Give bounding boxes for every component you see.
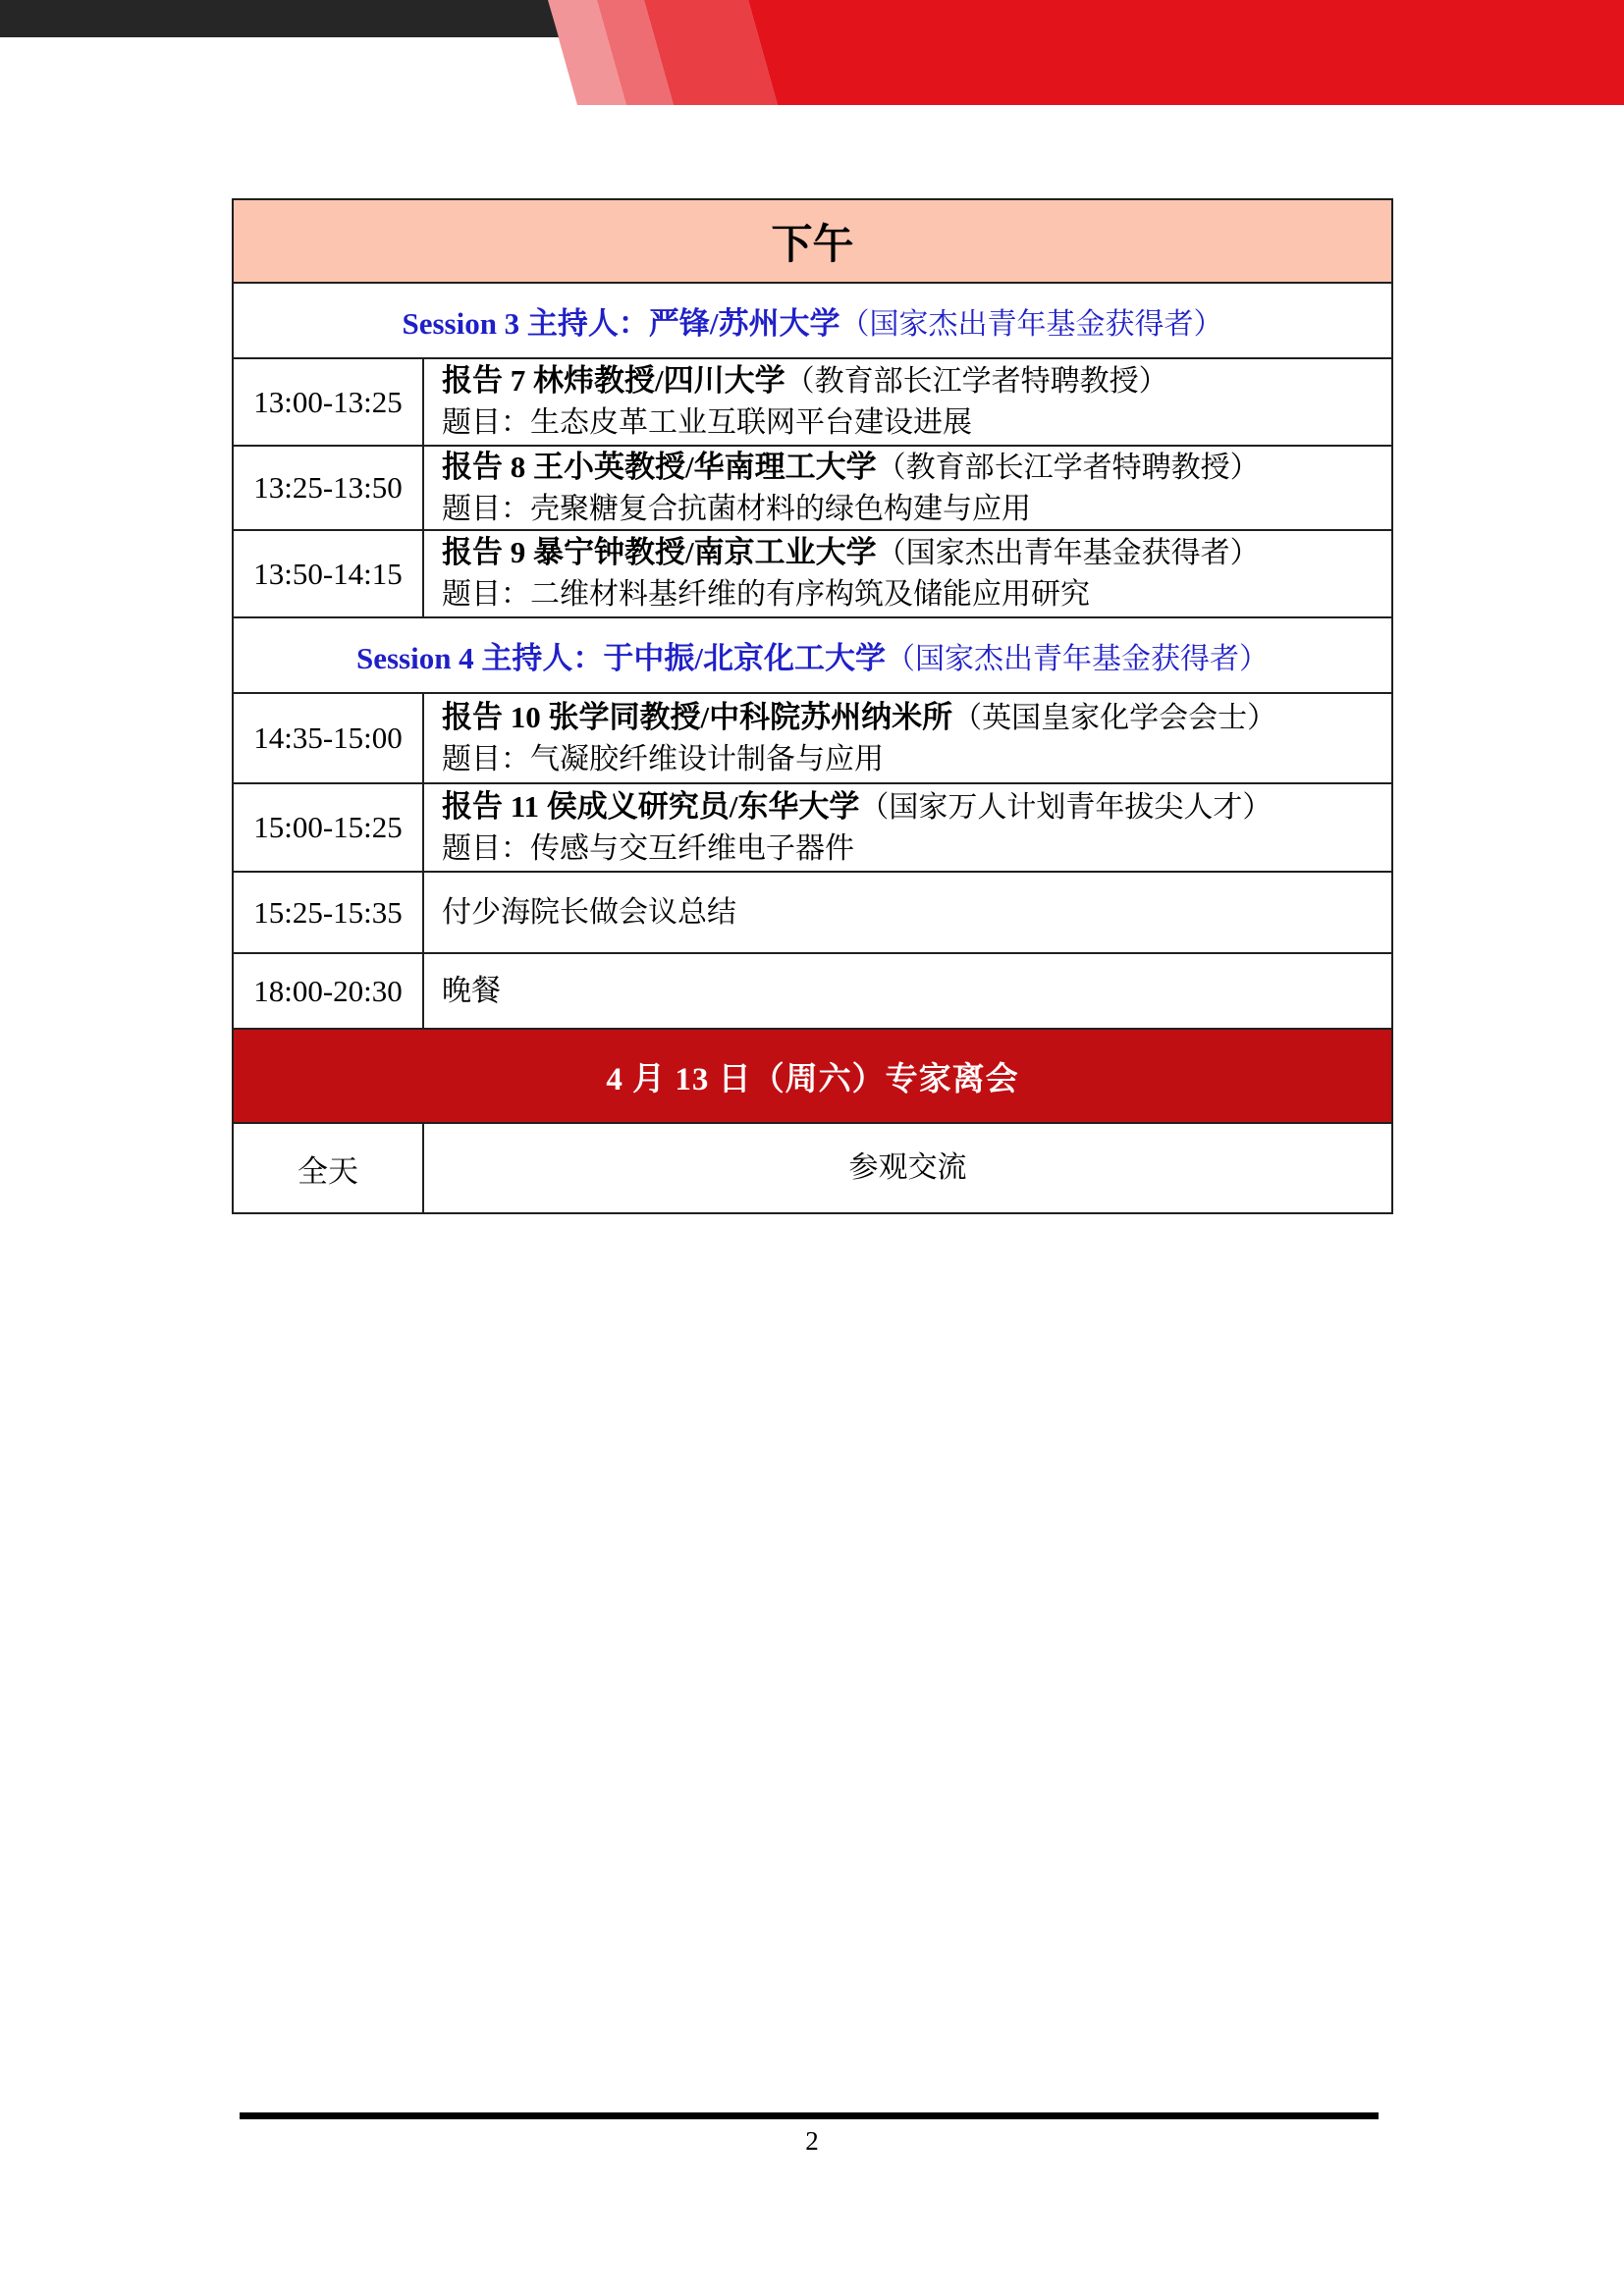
talk-9-content bbox=[424, 531, 1391, 616]
summary-text: 付少海院长做会议总结 bbox=[442, 895, 736, 929]
talk-row-10 bbox=[234, 694, 1391, 784]
all-day-content bbox=[424, 1124, 1391, 1212]
summary-content bbox=[424, 873, 1391, 952]
visit-exchange-text: 参观交流 bbox=[848, 1151, 967, 1184]
talk-10-time: 14:35-15:00 bbox=[253, 721, 403, 755]
title-text: 生态皮革工业互联网平台建设进展 bbox=[530, 406, 972, 439]
departure-banner-text: 4 月 13 日（周六）专家离会 bbox=[606, 1061, 1019, 1097]
dinner-time: 18:00-20:30 bbox=[253, 973, 403, 1008]
talk-7-time: 13:00-13:25 bbox=[253, 384, 403, 419]
title-text: 壳聚糖复合抗菌材料的绿色构建与应用 bbox=[530, 492, 1031, 525]
talk-row-9 bbox=[234, 531, 1391, 618]
time-cell bbox=[234, 531, 424, 616]
title-label: 题目： bbox=[442, 406, 530, 439]
talk-9-honor: （国家杰出青年基金获得者） bbox=[876, 537, 1260, 569]
talk-10-speaker bbox=[442, 697, 1374, 739]
talk-9-name: 报告 9 暴宁钟教授/南京工业大学 bbox=[442, 535, 877, 569]
summary-time: 15:25-15:35 bbox=[253, 894, 403, 930]
talk-9-speaker bbox=[442, 532, 1374, 574]
talk-9-time: 13:50-14:15 bbox=[253, 556, 403, 591]
talk-10-name: 报告 10 张学同教授/中科院苏州纳米所 bbox=[442, 699, 953, 734]
time-cell bbox=[234, 447, 424, 529]
session-4-row bbox=[234, 618, 1391, 694]
title-label: 题目： bbox=[442, 742, 530, 775]
page-number: 2 bbox=[805, 2126, 819, 2156]
title-text: 二维材料基纤维的有序构筑及储能应用研究 bbox=[530, 578, 1090, 611]
table-header-afternoon bbox=[234, 200, 1391, 284]
talk-11-time: 15:00-15:25 bbox=[253, 810, 403, 844]
session-3-honor: （国家杰出青年基金获得者） bbox=[839, 308, 1223, 341]
talk-7-name: 报告 7 林炜教授/四川大学 bbox=[442, 363, 785, 398]
talk-10-content bbox=[424, 694, 1391, 782]
time-cell bbox=[234, 694, 424, 782]
departure-banner-row bbox=[234, 1030, 1391, 1124]
talk-11-content bbox=[424, 784, 1391, 871]
talk-9-title bbox=[442, 574, 1374, 615]
session-4-honor: （国家杰出青年基金获得者） bbox=[886, 643, 1270, 675]
talk-10-honor: （英国皇家化学会会士） bbox=[952, 701, 1277, 734]
black-bar bbox=[0, 0, 559, 37]
talk-8-honor: （教育部长江学者特聘教授） bbox=[876, 451, 1260, 484]
title-label: 题目： bbox=[442, 831, 530, 865]
title-text: 气凝胶纤维设计制备与应用 bbox=[530, 742, 884, 775]
all-day-row bbox=[234, 1124, 1391, 1212]
talk-8-name: 报告 8 王小英教授/华南理工大学 bbox=[442, 449, 877, 484]
title-label: 题目： bbox=[442, 578, 530, 611]
footer-divider bbox=[240, 2112, 1379, 2119]
dinner-row bbox=[234, 954, 1391, 1030]
time-cell bbox=[234, 873, 424, 952]
talk-8-speaker bbox=[442, 447, 1374, 489]
talk-8-time: 13:25-13:50 bbox=[253, 470, 403, 505]
red-band bbox=[748, 0, 1624, 105]
talk-8-title bbox=[442, 489, 1374, 530]
talk-row-11 bbox=[234, 784, 1391, 873]
top-decorative-banner bbox=[0, 0, 1624, 105]
afternoon-label: 下午 bbox=[771, 222, 854, 268]
time-cell bbox=[234, 1124, 424, 1212]
session-3-text bbox=[402, 298, 1222, 343]
talk-11-title bbox=[442, 828, 1374, 870]
session-3-chair: Session 3 主持人：严锋/苏州大学 bbox=[402, 306, 840, 341]
talk-8-content bbox=[424, 447, 1391, 529]
time-cell bbox=[234, 359, 424, 445]
time-cell bbox=[234, 954, 424, 1028]
talk-11-speaker bbox=[442, 786, 1374, 828]
dinner-content bbox=[424, 954, 1391, 1028]
title-label: 题目： bbox=[442, 492, 530, 525]
talk-11-honor: （国家万人计划青年拔尖人才） bbox=[859, 790, 1272, 824]
title-text: 传感与交互纤维电子器件 bbox=[530, 831, 854, 865]
session-3-row bbox=[234, 284, 1391, 359]
dinner-text: 晚餐 bbox=[442, 974, 501, 1007]
talk-7-content bbox=[424, 359, 1391, 445]
time-cell bbox=[234, 784, 424, 871]
talk-11-name: 报告 11 侯成义研究员/东华大学 bbox=[442, 788, 860, 824]
schedule-table bbox=[232, 198, 1393, 1214]
summary-row bbox=[234, 873, 1391, 954]
talk-row-7 bbox=[234, 359, 1391, 447]
all-day-label: 全天 bbox=[298, 1153, 358, 1189]
session-4-text bbox=[356, 633, 1269, 677]
talk-7-speaker bbox=[442, 360, 1374, 402]
talk-7-title bbox=[442, 402, 1374, 444]
session-4-chair: Session 4 主持人：于中振/北京化工大学 bbox=[355, 641, 887, 675]
talk-7-honor: （教育部长江学者特聘教授） bbox=[785, 365, 1168, 398]
talk-10-title bbox=[442, 739, 1374, 780]
talk-row-8 bbox=[234, 447, 1391, 531]
